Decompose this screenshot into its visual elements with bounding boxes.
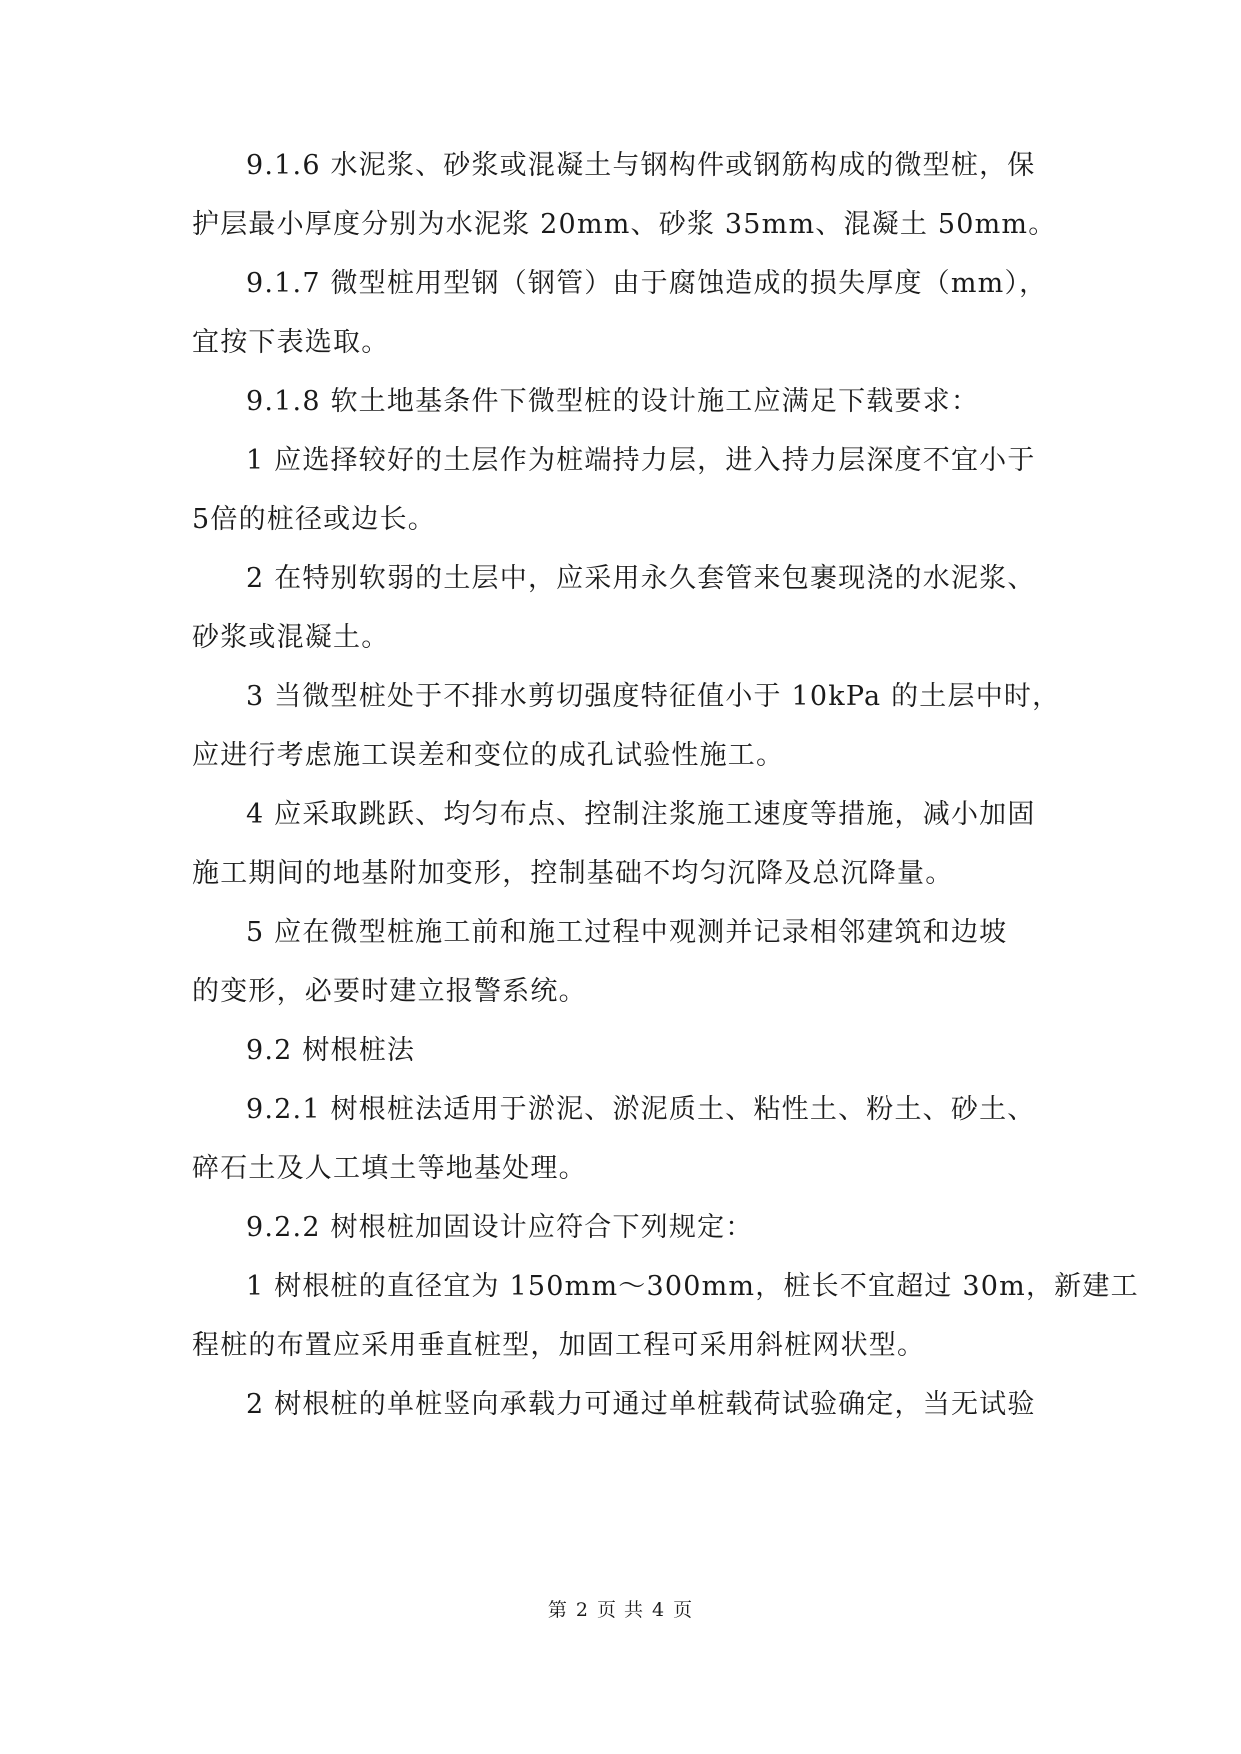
paragraph-line: 的变形，必要时建立报警系统。 <box>192 976 587 1007</box>
paragraph-line: 2 在特别软弱的土层中，应采用永久套管来包裹现浇的水泥浆、 <box>246 563 1036 594</box>
footer-middle: 页 共 <box>596 1599 645 1621</box>
paragraph-line: 砂浆或混凝土。 <box>192 622 390 653</box>
paragraph-line: 3 当微型桩处于不排水剪切强度特征值小于 10kPa 的土层中时， <box>246 681 1061 712</box>
paragraph-line: 5倍的桩径或边长。 <box>192 504 436 535</box>
paragraph-line: 9.2.1 树根桩法适用于淤泥、淤泥质土、粘性土、粉土、砂土、 <box>246 1094 1036 1125</box>
paragraph-line: 施工期间的地基附加变形，控制基础不均匀沉降及总沉降量。 <box>192 858 954 889</box>
paragraph-line: 宜按下表选取。 <box>192 327 390 358</box>
footer-page-number: 2 <box>575 1599 589 1621</box>
paragraph-line: 5 应在微型桩施工前和施工过程中观测并记录相邻建筑和边坡 <box>246 917 1008 948</box>
paragraph-line: 4 应采取跳跃、均匀布点、控制注浆施工速度等措施，减小加固 <box>246 799 1036 830</box>
paragraph-line: 1 应选择较好的土层作为桩端持力层，进入持力层深度不宜小于 <box>246 445 1036 476</box>
footer-suffix: 页 <box>673 1599 694 1621</box>
paragraph-line: 9.2.2 树根桩加固设计应符合下列规定： <box>246 1212 754 1243</box>
paragraph-line: 9.1.8 软土地基条件下微型桩的设计施工应满足下载要求： <box>246 386 980 417</box>
footer-total-pages: 4 <box>652 1599 666 1621</box>
paragraph-line: 程桩的布置应采用垂直桩型，加固工程可采用斜桩网状型。 <box>192 1330 926 1361</box>
footer-prefix: 第 <box>547 1599 568 1621</box>
paragraph-line: 应进行考虑施工误差和变位的成孔试验性施工。 <box>192 740 785 771</box>
page-footer <box>0 1598 1241 1622</box>
paragraph-line: 9.1.7 微型桩用型钢（钢管）由于腐蚀造成的损失厚度（mm）， <box>246 268 1048 299</box>
paragraph-line: 2 树根桩的单桩竖向承载力可通过单桩载荷试验确定，当无试验 <box>246 1389 1036 1420</box>
section-heading: 9.2 树根桩法 <box>246 1035 416 1066</box>
paragraph-line: 9.1.6 水泥浆、砂浆或混凝土与钢构件或钢筋构成的微型桩，保 <box>246 150 1036 181</box>
paragraph-line: 1 树根桩的直径宜为 150mm～300mm，桩长不宜超过 30m，新建工 <box>246 1271 1139 1302</box>
paragraph-line: 护层最小厚度分别为水泥浆 20mm、砂浆 35mm、混凝土 50mm。 <box>192 209 1057 240</box>
paragraph-line: 碎石土及人工填土等地基处理。 <box>192 1153 587 1184</box>
